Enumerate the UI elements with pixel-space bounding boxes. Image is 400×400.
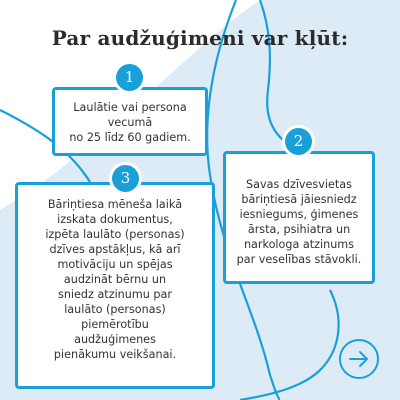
step-text-line: par veselības stāvokli. bbox=[236, 253, 362, 266]
step-text-line: Bāriņtiesa mēneša laikā bbox=[47, 198, 183, 211]
step-text-line: iesniegums, ģimenes bbox=[239, 208, 359, 221]
step-text-line: audžuģimenes bbox=[74, 333, 156, 346]
step-card-3 bbox=[15, 182, 215, 389]
page-title: Par audžuģimeni var kļūt: bbox=[51, 26, 349, 50]
step-text-line: pienākumu veikšanai. bbox=[53, 348, 177, 361]
step-text-line: audzināt bērnu un bbox=[63, 273, 167, 286]
next-slide-button[interactable] bbox=[339, 339, 379, 379]
step-text-line: vecumā bbox=[107, 116, 153, 129]
step-text-line: motivāciju un spējas bbox=[57, 258, 173, 271]
step-text-line: bāriņtiesā jāiesniedz bbox=[241, 193, 357, 206]
step-number-badge-2: 2 bbox=[285, 128, 312, 155]
step-card-1 bbox=[52, 87, 208, 156]
step-text-line: piemērotību bbox=[81, 318, 149, 331]
step-text-line: dzīves apstākļus, kā arī bbox=[49, 243, 181, 256]
step-text-line: izskata dokumentus, bbox=[57, 213, 173, 226]
step-number-badge-1: 1 bbox=[116, 64, 143, 91]
arrow-right-icon bbox=[349, 350, 369, 368]
step-text-line: sniedz atzinumu par bbox=[58, 288, 172, 301]
step-text-line: no 25 līdz 60 gadiem. bbox=[69, 131, 191, 144]
step-text-line: Laulātie vai persona bbox=[73, 101, 187, 114]
step-text-line: Savas dzīvesvietas bbox=[246, 178, 352, 191]
step-number-badge-3: 3 bbox=[112, 165, 139, 192]
step-card-2 bbox=[223, 151, 375, 284]
step-text-line: narkologa atzinums bbox=[243, 238, 355, 251]
step-text-line: izpēta laulāto (personas) bbox=[45, 228, 185, 241]
step-text-line: laulāto (personas) bbox=[64, 303, 166, 316]
step-text-line: ārsta, psihiatra un bbox=[247, 223, 351, 236]
